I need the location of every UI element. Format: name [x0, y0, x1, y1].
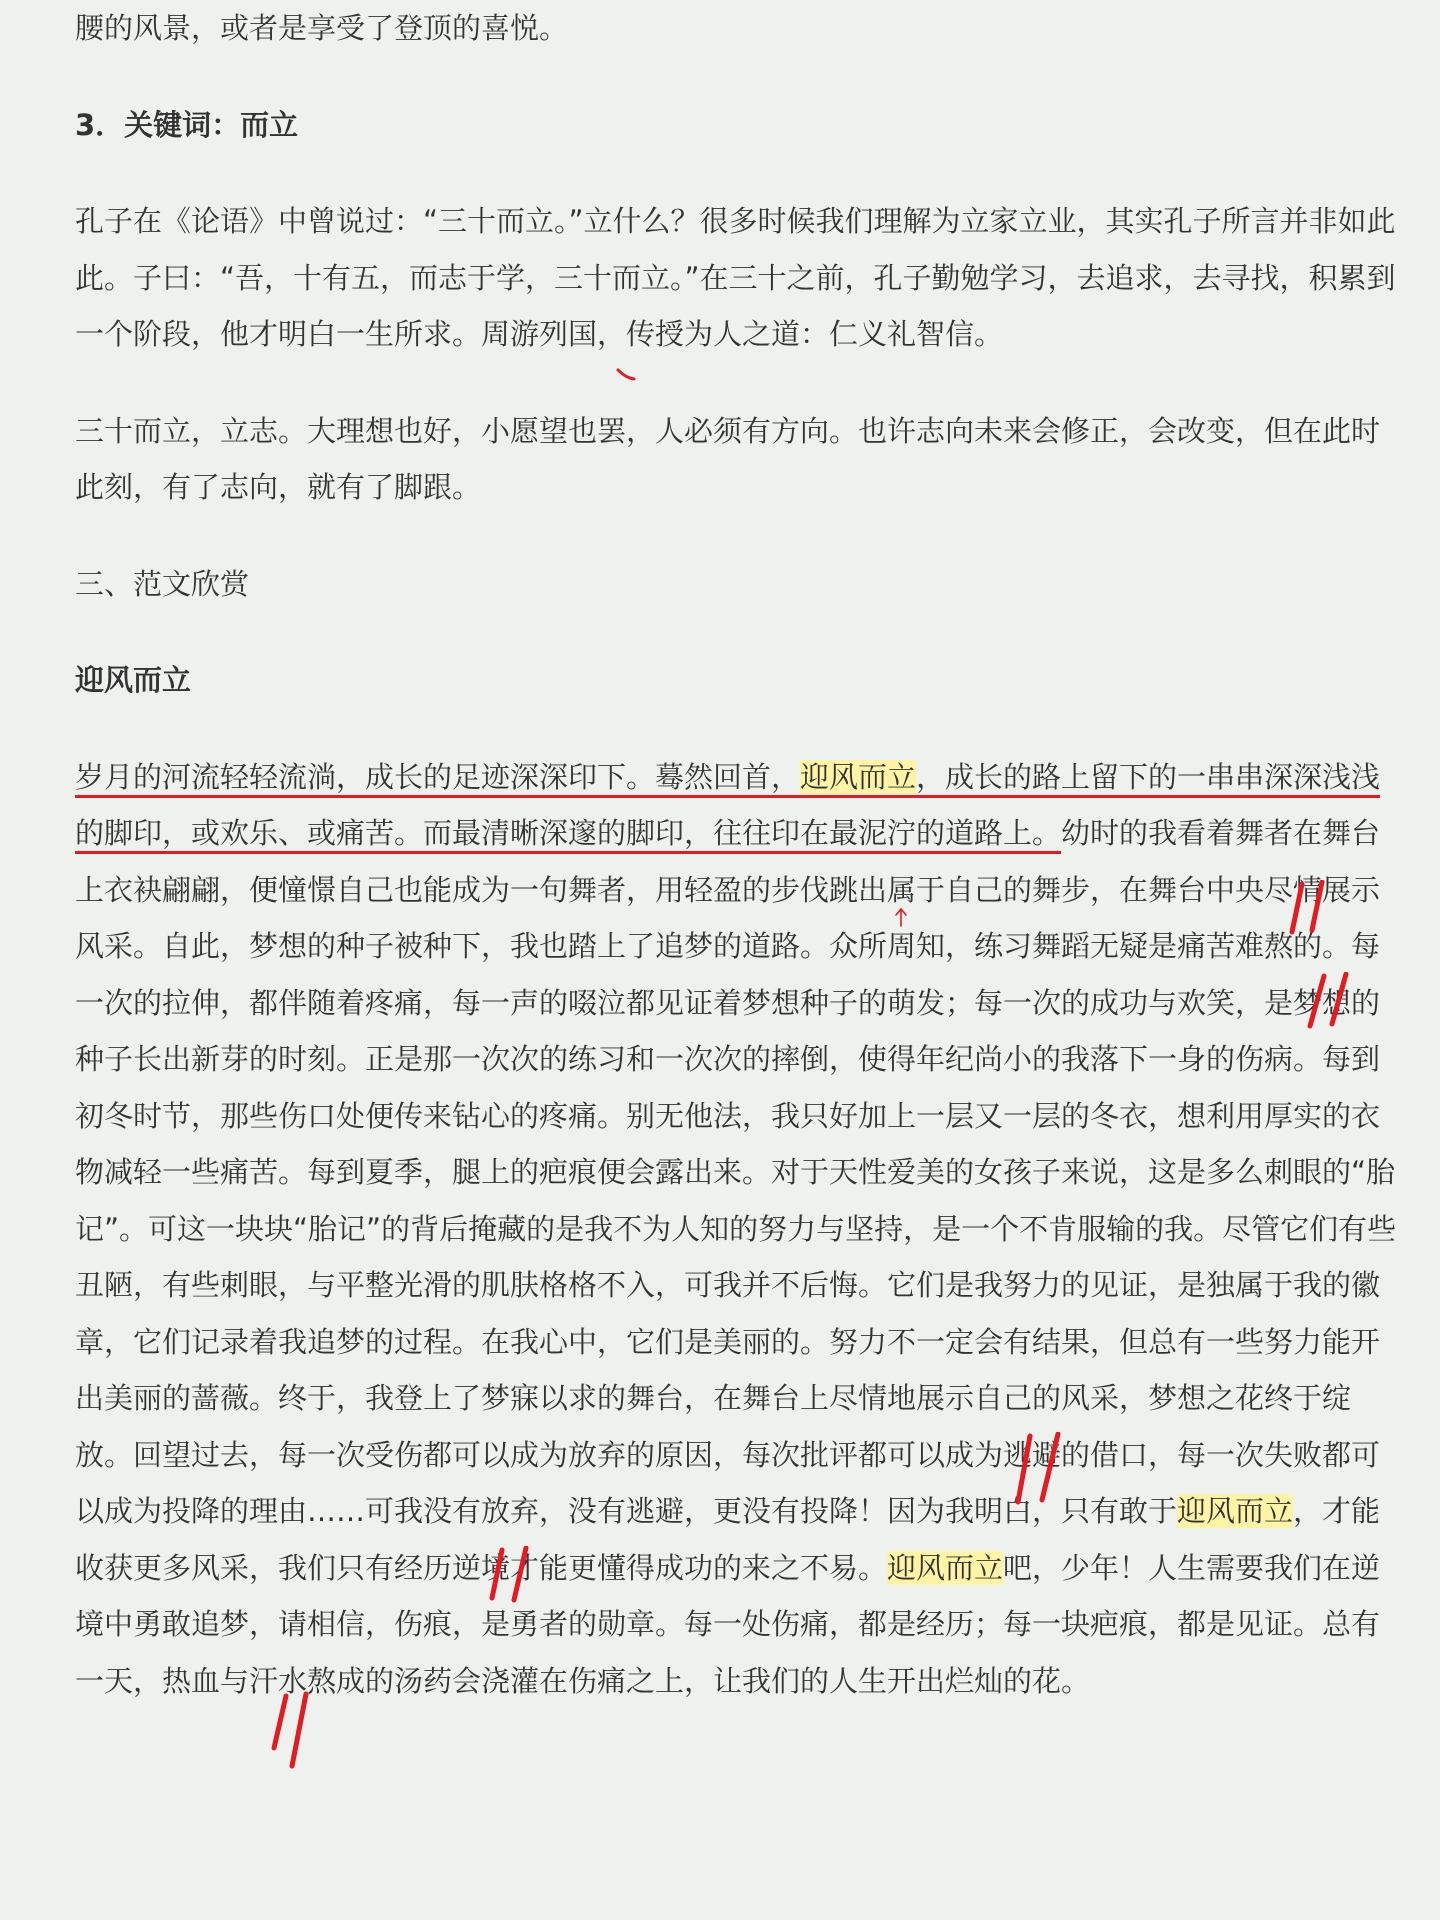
paragraph-thirty: 三十而立，立志。大理想也好，小愿望也罢，人必须有方向。也许志向未来会修正，会改变，但在此时此刻，有了志向，就有了脚跟。: [75, 413, 1381, 504]
keyword-highlight: 迎风而立: [887, 1550, 1004, 1585]
essay-sentence-1: 岁月的河流轻轻流淌，成长的足迹深深印下。蓦然回首，: [75, 759, 801, 794]
lead-fragment: 腰的风景，或者是享受了登顶的喜悦。: [75, 11, 569, 45]
essay-sentence-3: 幼时的我看着舞者在舞台上衣袂翩翩，便憧憬自己也能成为一句舞者，用轻盈的步伐跳出属于自己的舞步，在舞台中央尽情展示风采。自此，梦想的种子被种下，我也踏上了追梦的道路。众所周知，练习舞蹈无疑是痛苦难熬的。每一次的拉伸，都伴随着疼痛，每一声的啜泣都见证着梦想种子的萌发；每一次的成功与欢笑，是梦想的种子长出新芽的时刻。正是那一次次的练习和一次次的摔倒，使得年纪尚小的我落下一身的伤病。每到初冬时节，那些伤口处便传来钻心的疼痛。别无他法，我只好加上一层又一层的冬衣，想利用厚实的衣物减轻一些痛苦。每到夏季，腿上的疤痕便会露出来。对于天性爱美的女孩子来说，这是多么刺眼的“胎记”。可这一块块“胎记”的背后掩藏的是我不为人知的努力与坚持，是一个不肯服输的我。尽管它们有些丑陋，有些刺眼，与平整光滑的肌肤格格不入，可我并不后悔。它们是我努力的见证，是独属于我的徽章，它们记录着我追梦的过程。在我心中，它们是美丽的。努力不一定会有结果，但总有一些努力能开出美丽的蔷薇。终于，我登上了梦寐以求的舞台，在舞台上尽情地展示自己的风采，梦想之花终于绽放。回望过去，每一次受伤都可以成为放弃的原因，每次批评都可以成为逃避的借口，每一次失败都可以成为投降的理由……可我没有放弃，没有逃避，更没有投降！因为我明白，只有敢于: [75, 816, 1397, 1528]
keyword-highlight: 迎风而立: [1177, 1494, 1294, 1528]
document: [75, 0, 1405, 1709]
keyword-highlight: 迎风而立: [800, 759, 917, 794]
section-heading-3: 3．关键词：而立: [75, 107, 299, 142]
essay-body: [75, 749, 1405, 1710]
paragraph-confucius: 孔子在《论语》中曾说过：“三十而立。”立什么？很多时候我们理解为立家立业，其实孔子所言并非如此此。子曰：“吾，十有五，而志于学，三十而立。”在三十之前，孔子勤勉学习，去追求，去寻找，积累到一个阶段，他才明白一生所求。周游列国，传授为人之道：仁义礼智信。: [75, 204, 1396, 351]
part-heading: 三、范文欣赏: [75, 566, 250, 601]
essay-title: 迎风而立: [75, 663, 192, 697]
essay-sentence-2: ，成长的路上留下的一串串深深浅浅的脚印，或欢乐、或痛苦。而最清晰深邃的脚印，往往印在最泥泞的道路上。: [75, 759, 1381, 850]
essay-sentence-5: 吧，少年！人生需要我们在逆境中勇敢追梦，请相信，伤痕，是勇者的勋章。每一处伤痛，都是经历；每一块疤痕，都是见证。总有一天，热血与汗水熬成的汤药会浇灌在伤痛之上，让我们的人生开出烂灿的花。: [75, 1550, 1381, 1698]
essay-sentence-4: ，才能收获更多风采，我们只有经历逆境才能更懂得成功的来之不易。: [75, 1494, 1381, 1585]
